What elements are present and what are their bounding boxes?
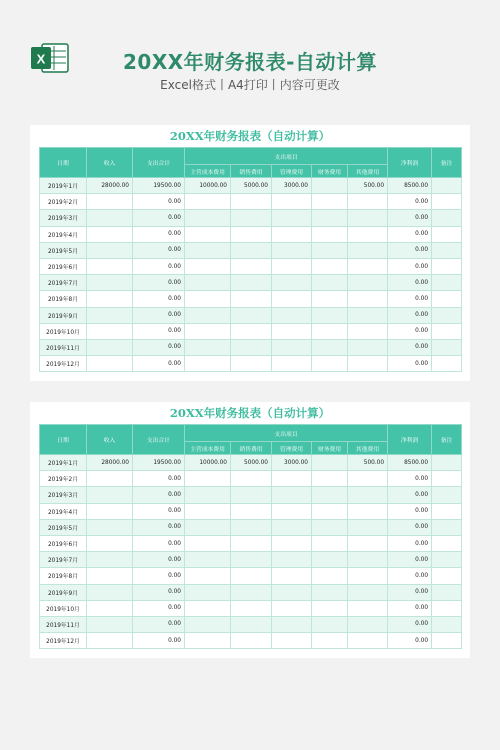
table-cell[interactable] (432, 503, 462, 519)
col-header-admin-cost: 管理费用 (272, 442, 312, 455)
table-cell[interactable]: 0.00 (133, 275, 185, 291)
table-cell[interactable] (185, 616, 231, 632)
table-cell[interactable] (348, 291, 388, 307)
table-cell[interactable]: 2019年4月 (40, 226, 87, 242)
excel-logo-letter: X (36, 51, 46, 67)
table-cell[interactable]: 0.00 (388, 616, 432, 632)
table-cell[interactable]: 0.00 (388, 258, 432, 274)
table-cell[interactable] (231, 323, 272, 339)
table-cell[interactable]: 8500.00 (388, 178, 432, 194)
table-cell[interactable] (87, 552, 133, 568)
table-cell[interactable] (312, 552, 348, 568)
table-cell[interactable]: 0.00 (133, 552, 185, 568)
table-cell[interactable] (272, 356, 312, 372)
table-cell[interactable] (87, 210, 133, 226)
table-cell[interactable]: 0.00 (388, 568, 432, 584)
table-cell[interactable]: 0.00 (388, 356, 432, 372)
table-cell[interactable] (185, 323, 231, 339)
col-header-remark: 备注 (432, 425, 462, 455)
table-cell[interactable] (348, 210, 388, 226)
table-row (40, 307, 462, 323)
table-cell[interactable] (87, 356, 133, 372)
col-header-sales-cost: 销售费用 (231, 165, 272, 178)
table-cell[interactable] (185, 226, 231, 242)
table-cell[interactable]: 0.00 (133, 471, 185, 487)
table-cell[interactable]: 0.00 (133, 519, 185, 535)
table-cell[interactable]: 0.00 (388, 291, 432, 307)
table-cell[interactable] (272, 568, 312, 584)
table-cell[interactable] (272, 307, 312, 323)
table-cell[interactable] (348, 258, 388, 274)
table-cell[interactable] (231, 535, 272, 551)
table-cell[interactable]: 2019年1月 (40, 455, 87, 471)
table-cell[interactable] (348, 600, 388, 616)
table-cell[interactable] (348, 242, 388, 258)
table-cell[interactable] (432, 535, 462, 551)
table-cell[interactable]: 0.00 (388, 503, 432, 519)
table-cell[interactable] (231, 210, 272, 226)
financial-table (39, 424, 462, 649)
table-cell[interactable] (348, 487, 388, 503)
table-cell[interactable]: 500.00 (348, 455, 388, 471)
table-cell[interactable]: 10000.00 (185, 455, 231, 471)
table-cell[interactable] (231, 226, 272, 242)
table-cell[interactable]: 0.00 (133, 568, 185, 584)
table-cell[interactable] (185, 258, 231, 274)
table-cell[interactable] (87, 307, 133, 323)
table-cell[interactable]: 5000.00 (231, 178, 272, 194)
col-header-remark: 备注 (432, 148, 462, 178)
table-cell[interactable] (185, 584, 231, 600)
table-cell[interactable]: 2019年11月 (40, 339, 87, 355)
table-cell[interactable]: 28000.00 (87, 178, 133, 194)
table-cell[interactable] (432, 600, 462, 616)
table-row (40, 323, 462, 339)
table-cell[interactable] (185, 600, 231, 616)
table-cell[interactable] (272, 584, 312, 600)
table-row (40, 616, 462, 632)
table-cell[interactable] (312, 178, 348, 194)
table-row (40, 487, 462, 503)
table-cell[interactable] (348, 503, 388, 519)
table-row (40, 633, 462, 649)
table-cell[interactable]: 0.00 (388, 535, 432, 551)
table-cell[interactable] (185, 291, 231, 307)
table-cell[interactable] (87, 519, 133, 535)
col-header-other-cost: 其他费用 (348, 165, 388, 178)
table-cell[interactable] (87, 568, 133, 584)
table-row (40, 552, 462, 568)
table-cell[interactable] (348, 568, 388, 584)
table-cell[interactable] (312, 535, 348, 551)
table-cell[interactable]: 0.00 (388, 226, 432, 242)
table-cell[interactable] (272, 242, 312, 258)
table-cell[interactable] (231, 568, 272, 584)
table-cell[interactable] (348, 584, 388, 600)
table-cell[interactable] (432, 552, 462, 568)
table-cell[interactable] (312, 616, 348, 632)
table-cell[interactable] (432, 307, 462, 323)
table-cell[interactable] (272, 194, 312, 210)
table-cell[interactable]: 10000.00 (185, 178, 231, 194)
col-header-expense-total: 支出合计 (133, 148, 185, 178)
table-cell[interactable] (87, 503, 133, 519)
table-cell[interactable] (432, 323, 462, 339)
table-cell[interactable]: 500.00 (348, 178, 388, 194)
table-cell[interactable] (432, 616, 462, 632)
table-cell[interactable] (272, 339, 312, 355)
table-cell[interactable] (87, 291, 133, 307)
table-cell[interactable]: 28000.00 (87, 455, 133, 471)
table-cell[interactable] (312, 455, 348, 471)
table-cell[interactable]: 0.00 (388, 194, 432, 210)
table-cell[interactable]: 0.00 (133, 503, 185, 519)
table-cell[interactable] (348, 616, 388, 632)
table-cell[interactable] (348, 519, 388, 535)
table-cell[interactable] (312, 258, 348, 274)
table-cell[interactable] (87, 242, 133, 258)
table-cell[interactable] (312, 307, 348, 323)
table-cell[interactable]: 0.00 (133, 242, 185, 258)
table-cell[interactable] (87, 226, 133, 242)
table-cell[interactable] (231, 275, 272, 291)
table-cell[interactable] (272, 487, 312, 503)
table-row (40, 455, 462, 471)
page-header (0, 0, 500, 110)
table-cell[interactable]: 2019年9月 (40, 584, 87, 600)
table-cell[interactable] (312, 275, 348, 291)
table-cell[interactable]: 2019年7月 (40, 552, 87, 568)
col-header-date: 日期 (40, 148, 87, 178)
table-cell[interactable] (185, 519, 231, 535)
table-cell[interactable]: 19500.00 (133, 455, 185, 471)
table-cell[interactable] (87, 487, 133, 503)
table-cell[interactable]: 0.00 (133, 535, 185, 551)
table-cell[interactable]: 0.00 (388, 584, 432, 600)
table-cell[interactable]: 0.00 (388, 487, 432, 503)
table-cell[interactable] (312, 519, 348, 535)
table-cell[interactable]: 8500.00 (388, 455, 432, 471)
table-cell[interactable] (312, 633, 348, 649)
table-row (40, 600, 462, 616)
financial-table (39, 147, 462, 372)
table-cell[interactable] (432, 242, 462, 258)
table-cell[interactable] (312, 210, 348, 226)
table-row (40, 210, 462, 226)
table-cell[interactable]: 3000.00 (272, 178, 312, 194)
table-cell[interactable]: 2019年6月 (40, 535, 87, 551)
table-cell[interactable] (185, 487, 231, 503)
table-cell[interactable]: 2019年8月 (40, 568, 87, 584)
col-header-admin-cost: 管理费用 (272, 165, 312, 178)
table-cell[interactable] (312, 600, 348, 616)
table-cell[interactable] (432, 633, 462, 649)
table-row (40, 226, 462, 242)
col-header-finance-cost: 财务费用 (312, 165, 348, 178)
col-header-other-cost: 其他费用 (348, 442, 388, 455)
table-cell[interactable] (185, 275, 231, 291)
sheet-preview-1 (30, 125, 470, 381)
table-cell[interactable]: 0.00 (388, 471, 432, 487)
table-cell[interactable]: 2019年2月 (40, 194, 87, 210)
table-cell[interactable] (432, 258, 462, 274)
table-cell[interactable] (432, 339, 462, 355)
table-cell[interactable] (87, 535, 133, 551)
table-cell[interactable] (185, 503, 231, 519)
table-cell[interactable]: 0.00 (388, 552, 432, 568)
col-header-income: 收入 (87, 425, 133, 455)
table-cell[interactable] (231, 242, 272, 258)
col-header-finance-cost: 财务费用 (312, 442, 348, 455)
table-row (40, 242, 462, 258)
table-cell[interactable] (231, 633, 272, 649)
table-cell[interactable] (231, 584, 272, 600)
table-cell[interactable] (87, 339, 133, 355)
table-row (40, 568, 462, 584)
table-cell[interactable]: 2019年3月 (40, 487, 87, 503)
table-row (40, 275, 462, 291)
table-cell[interactable] (185, 242, 231, 258)
table-cell[interactable] (432, 471, 462, 487)
table-row (40, 535, 462, 551)
table-cell[interactable] (87, 471, 133, 487)
table-cell[interactable] (432, 455, 462, 471)
col-header-net-profit: 净利润 (388, 148, 432, 178)
table-cell[interactable]: 2019年4月 (40, 503, 87, 519)
table-cell[interactable] (432, 584, 462, 600)
table-cell[interactable] (87, 584, 133, 600)
table-cell[interactable]: 2019年10月 (40, 600, 87, 616)
table-cell[interactable]: 5000.00 (231, 455, 272, 471)
table-cell[interactable]: 0.00 (133, 339, 185, 355)
table-cell[interactable] (348, 339, 388, 355)
table-cell[interactable] (348, 471, 388, 487)
table-cell[interactable]: 2019年1月 (40, 178, 87, 194)
col-header-net-profit: 净利润 (388, 425, 432, 455)
table-cell[interactable] (312, 568, 348, 584)
table-cell[interactable] (432, 519, 462, 535)
table-cell[interactable] (272, 210, 312, 226)
table-cell[interactable]: 0.00 (133, 616, 185, 632)
table-cell[interactable] (185, 535, 231, 551)
table-row (40, 258, 462, 274)
table-cell[interactable]: 0.00 (133, 323, 185, 339)
table-cell[interactable]: 2019年12月 (40, 356, 87, 372)
table-cell[interactable] (185, 471, 231, 487)
sheet-title: 20XX年财务报表（自动计算） (169, 129, 331, 143)
table-cell[interactable]: 2019年2月 (40, 471, 87, 487)
table-cell[interactable] (348, 307, 388, 323)
table-cell[interactable]: 2019年7月 (40, 275, 87, 291)
table-cell[interactable]: 2019年10月 (40, 323, 87, 339)
table-cell[interactable] (272, 503, 312, 519)
table-cell[interactable] (432, 210, 462, 226)
col-header-expense-items: 支出项目 (185, 425, 388, 442)
table-cell[interactable] (231, 356, 272, 372)
table-cell[interactable]: 0.00 (388, 210, 432, 226)
table-cell[interactable]: 0.00 (133, 258, 185, 274)
table-cell[interactable]: 3000.00 (272, 455, 312, 471)
table-cell[interactable] (348, 535, 388, 551)
table-cell[interactable] (231, 258, 272, 274)
table-cell[interactable] (312, 503, 348, 519)
table-cell[interactable] (185, 552, 231, 568)
table-cell[interactable] (87, 275, 133, 291)
table-cell[interactable] (312, 323, 348, 339)
table-cell[interactable] (312, 356, 348, 372)
table-cell[interactable]: 2019年9月 (40, 307, 87, 323)
table-cell[interactable]: 0.00 (388, 307, 432, 323)
table-cell[interactable]: 2019年6月 (40, 258, 87, 274)
table-cell[interactable] (272, 258, 312, 274)
table-cell[interactable] (432, 178, 462, 194)
table-cell[interactable]: 0.00 (388, 600, 432, 616)
table-cell[interactable] (231, 616, 272, 632)
table-cell[interactable] (272, 323, 312, 339)
table-cell[interactable]: 0.00 (388, 519, 432, 535)
table-cell[interactable] (432, 356, 462, 372)
table-cell[interactable] (312, 471, 348, 487)
table-row (40, 339, 462, 355)
table-cell[interactable] (312, 291, 348, 307)
table-row (40, 356, 462, 372)
table-cell[interactable]: 0.00 (133, 307, 185, 323)
table-cell[interactable] (272, 600, 312, 616)
table-cell[interactable] (432, 194, 462, 210)
col-header-main-cost: 主营成本费用 (185, 165, 231, 178)
sheet-title: 20XX年财务报表（自动计算） (169, 406, 331, 420)
col-header-date: 日期 (40, 425, 87, 455)
page-subtitle: Excel格式丨A4打印丨内容可更改 (160, 78, 340, 92)
table-cell[interactable] (272, 552, 312, 568)
table-cell[interactable]: 0.00 (133, 291, 185, 307)
table-cell[interactable] (348, 633, 388, 649)
table-cell[interactable]: 0.00 (388, 242, 432, 258)
table-cell[interactable] (231, 194, 272, 210)
col-header-expense-total: 支出合计 (133, 425, 185, 455)
table-row (40, 471, 462, 487)
table-cell[interactable] (231, 519, 272, 535)
table-cell[interactable]: 0.00 (133, 356, 185, 372)
table-cell[interactable] (432, 568, 462, 584)
table-cell[interactable] (231, 600, 272, 616)
table-cell[interactable] (312, 339, 348, 355)
table-cell[interactable] (348, 323, 388, 339)
col-header-income: 收入 (87, 148, 133, 178)
table-cell[interactable] (185, 633, 231, 649)
table-cell[interactable]: 0.00 (388, 275, 432, 291)
table-cell[interactable] (87, 600, 133, 616)
table-cell[interactable]: 0.00 (133, 194, 185, 210)
page-title: 20XX年财务报表-自动计算 (123, 50, 377, 74)
table-cell[interactable] (348, 275, 388, 291)
table-cell[interactable] (348, 194, 388, 210)
table-cell[interactable] (432, 487, 462, 503)
table-cell[interactable] (272, 471, 312, 487)
table-cell[interactable] (185, 210, 231, 226)
table-cell[interactable] (185, 339, 231, 355)
table-cell[interactable] (272, 519, 312, 535)
table-cell[interactable] (272, 275, 312, 291)
table-cell[interactable] (87, 258, 133, 274)
sheet-preview-2 (30, 402, 470, 658)
table-cell[interactable] (312, 242, 348, 258)
table-cell[interactable]: 2019年11月 (40, 616, 87, 632)
table-cell[interactable]: 2019年3月 (40, 210, 87, 226)
table-cell[interactable]: 19500.00 (133, 178, 185, 194)
table-cell[interactable] (432, 226, 462, 242)
table-cell[interactable] (185, 194, 231, 210)
table-row (40, 291, 462, 307)
table-cell[interactable] (185, 568, 231, 584)
table-cell[interactable] (231, 552, 272, 568)
table-cell[interactable] (272, 633, 312, 649)
table-cell[interactable] (231, 471, 272, 487)
table-cell[interactable] (87, 323, 133, 339)
table-cell[interactable] (312, 584, 348, 600)
table-cell[interactable] (231, 339, 272, 355)
table-cell[interactable] (185, 356, 231, 372)
col-header-expense-items: 支出项目 (185, 148, 388, 165)
table-row (40, 503, 462, 519)
table-cell[interactable]: 0.00 (133, 210, 185, 226)
table-cell[interactable] (312, 194, 348, 210)
table-cell[interactable] (231, 307, 272, 323)
table-row (40, 178, 462, 194)
table-row (40, 584, 462, 600)
table-cell[interactable]: 0.00 (133, 584, 185, 600)
table-cell[interactable] (87, 616, 133, 632)
table-cell[interactable] (312, 226, 348, 242)
table-cell[interactable]: 0.00 (133, 633, 185, 649)
table-cell[interactable] (348, 356, 388, 372)
table-cell[interactable]: 0.00 (133, 600, 185, 616)
table-cell[interactable] (272, 226, 312, 242)
table-cell[interactable] (348, 552, 388, 568)
table-cell[interactable]: 2019年12月 (40, 633, 87, 649)
table-row (40, 194, 462, 210)
table-row (40, 519, 462, 535)
table-cell[interactable]: 0.00 (133, 226, 185, 242)
table-cell[interactable]: 2019年5月 (40, 519, 87, 535)
table-cell[interactable] (312, 487, 348, 503)
table-cell[interactable]: 0.00 (388, 633, 432, 649)
col-header-sales-cost: 销售费用 (231, 442, 272, 455)
table-cell[interactable]: 0.00 (388, 323, 432, 339)
table-cell[interactable] (87, 194, 133, 210)
table-cell[interactable]: 0.00 (388, 339, 432, 355)
table-cell[interactable]: 0.00 (133, 487, 185, 503)
table-cell[interactable] (272, 291, 312, 307)
table-cell[interactable]: 2019年5月 (40, 242, 87, 258)
table-cell[interactable] (185, 307, 231, 323)
table-cell[interactable] (432, 275, 462, 291)
col-header-main-cost: 主营成本费用 (185, 442, 231, 455)
table-cell[interactable] (231, 291, 272, 307)
table-cell[interactable] (272, 616, 312, 632)
table-cell[interactable]: 2019年8月 (40, 291, 87, 307)
table-cell[interactable] (231, 487, 272, 503)
table-cell[interactable] (87, 633, 133, 649)
table-cell[interactable] (348, 226, 388, 242)
table-cell[interactable] (432, 291, 462, 307)
table-cell[interactable] (231, 503, 272, 519)
table-cell[interactable] (272, 535, 312, 551)
